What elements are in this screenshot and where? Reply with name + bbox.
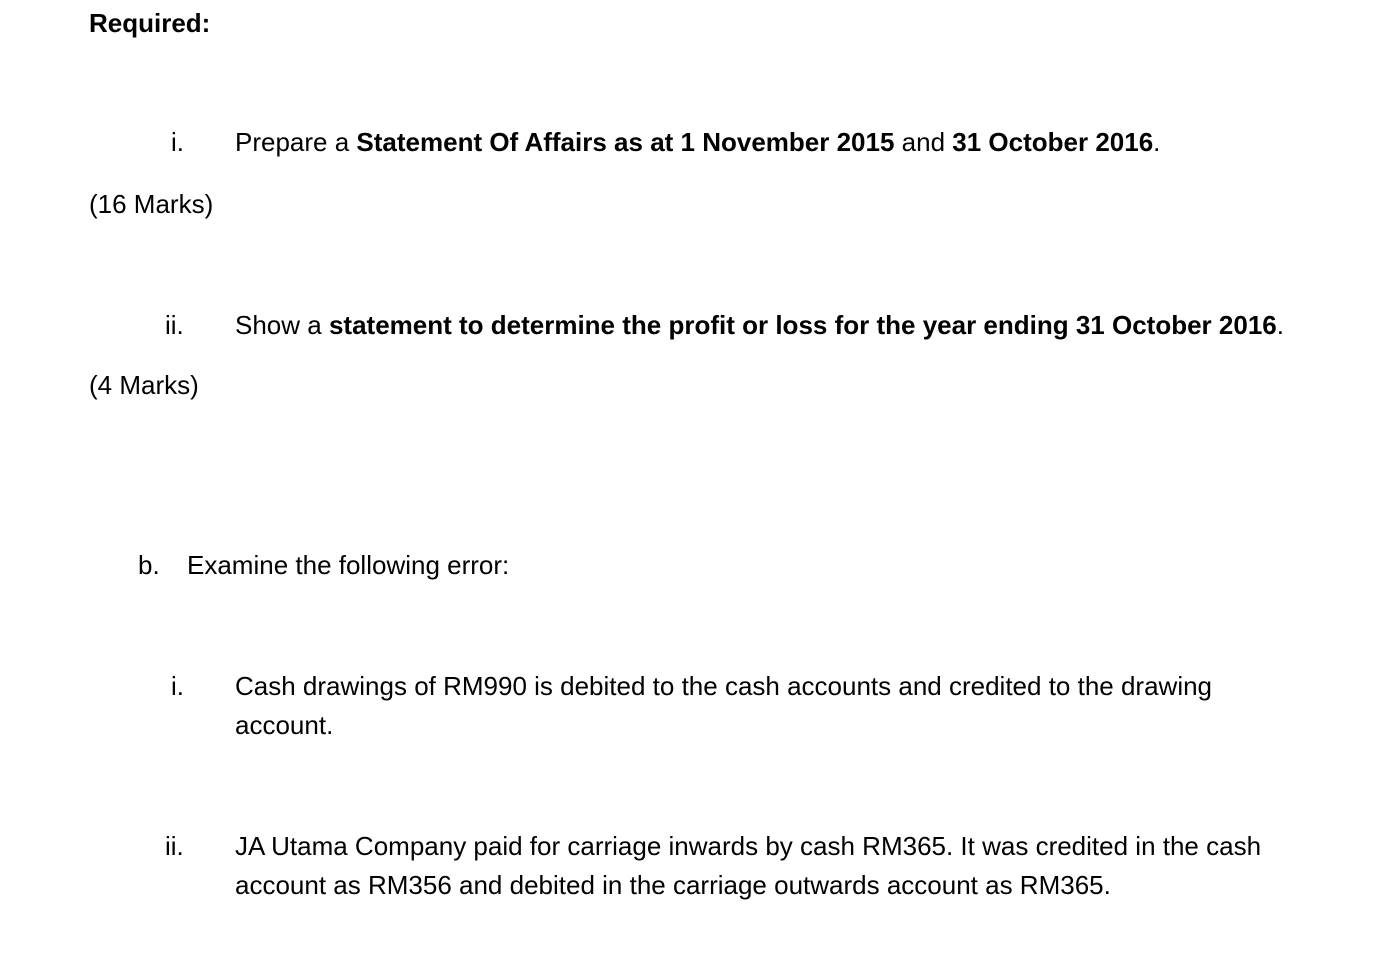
part-b-title: Examine the following error: xyxy=(187,550,510,580)
question-connector: and xyxy=(894,127,953,157)
error-description-carriage-inwards: JA Utama Company paid for carriage inwards by cash RM365. It was credited in the cash account as RM356 and debited in the carriage outwards account as RM365. xyxy=(235,831,1262,900)
question-emphasis: Statement Of Affairs as at 1 November 2015 xyxy=(356,127,895,157)
marks-label: (4 Marks) xyxy=(89,370,199,400)
item-numeral: ii. xyxy=(165,310,184,340)
part-b-label: b. xyxy=(138,550,160,580)
question-lead: Show a xyxy=(235,310,329,340)
section-heading-required: Required: xyxy=(89,8,211,38)
item-numeral: i. xyxy=(171,127,184,157)
question-emphasis: statement to determine the profit or loss for the year ending 31 October 2016 xyxy=(328,310,1277,340)
question-text-profit-or-loss xyxy=(235,306,1284,345)
error-description-cash-drawings: Cash drawings of RM990 is debited to the cash accounts and credited to the drawing account. xyxy=(235,671,1213,740)
question-text-statement-of-affairs xyxy=(235,123,1160,162)
question-lead: Prepare a xyxy=(235,127,357,157)
question-period: . xyxy=(1153,127,1161,157)
item-numeral: ii. xyxy=(165,831,184,861)
item-numeral: i. xyxy=(171,671,184,701)
question-period: . xyxy=(1276,310,1284,340)
question-emphasis-date: 31 October 2016 xyxy=(952,127,1154,157)
marks-label: (16 Marks) xyxy=(89,189,214,219)
